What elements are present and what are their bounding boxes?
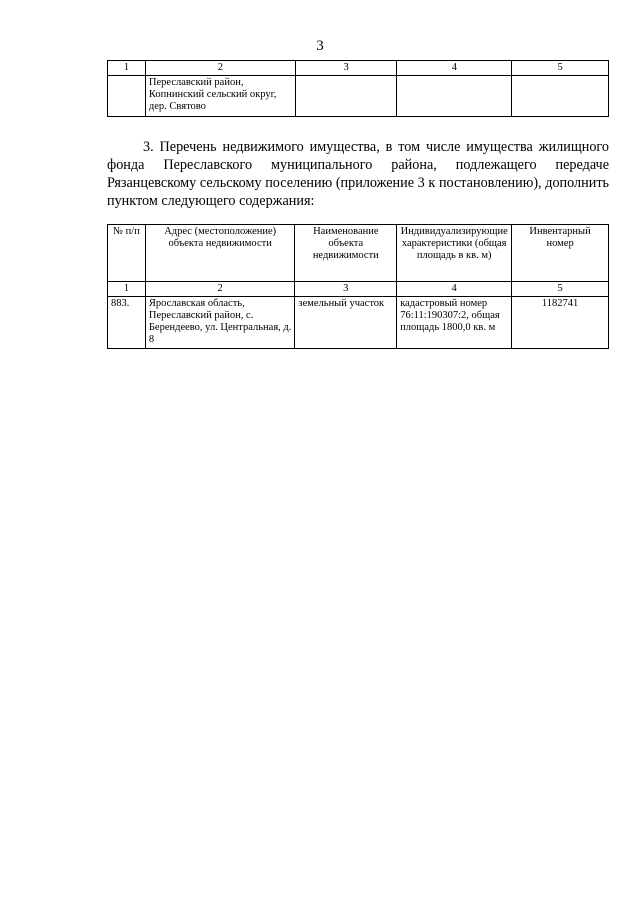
cell-inventory-number: 1182741 [512, 297, 609, 349]
cell-property-name: земельный участок [295, 297, 397, 349]
table-header-row [108, 61, 609, 76]
body-paragraph [107, 138, 609, 210]
property-table [107, 224, 609, 349]
column-number-4: 4 [397, 61, 512, 76]
header-name: Наименование объекта недвижимости [295, 225, 397, 282]
column-number-3: 3 [295, 282, 397, 297]
cell-address: Переславский район, Копнинский сельский округ, дер. Святово [145, 76, 295, 117]
cell-empty [512, 76, 609, 117]
cell-address: Ярославская область, Переславский район, с. Берендеево, ул. Центральная, д. 8 [145, 297, 295, 349]
column-number-2: 2 [145, 282, 295, 297]
table-row [108, 297, 609, 349]
table-header-row [108, 225, 609, 282]
column-number-5: 5 [512, 282, 609, 297]
page-number: 3 [316, 38, 324, 54]
column-number-1: 1 [108, 282, 146, 297]
cell-empty [295, 76, 397, 117]
cell-characteristics: кадастровый номер 76:11:190307:2, общая площадь 1800,0 кв. м [397, 297, 512, 349]
cell-empty [397, 76, 512, 117]
continuation-table [107, 60, 609, 117]
header-number: № п/п [108, 225, 146, 282]
column-number-2: 2 [145, 61, 295, 76]
column-number-5: 5 [512, 61, 609, 76]
cell-empty [108, 76, 146, 117]
header-address: Адрес (местоположение) объекта недвижимости [145, 225, 295, 282]
column-number-3: 3 [295, 61, 397, 76]
column-number-1: 1 [108, 61, 146, 76]
cell-row-number: 883. [108, 297, 146, 349]
header-inventory: Инвентарный номер [512, 225, 609, 282]
table-row [108, 76, 609, 117]
column-numbers-row [108, 282, 609, 297]
header-characteristics: Индивидуализирующие характеристики (общая площадь в кв. м) [397, 225, 512, 282]
paragraph-text: 3. Перечень недвижимого имущества, в том числе имущества жилищного фонда Переславского муниципального района, подлежащего передаче Рязанцевскому сельскому поселению (приложение 3 к постановлению), дополнить пунктом следующего содержания: [107, 139, 609, 209]
column-number-4: 4 [397, 282, 512, 297]
